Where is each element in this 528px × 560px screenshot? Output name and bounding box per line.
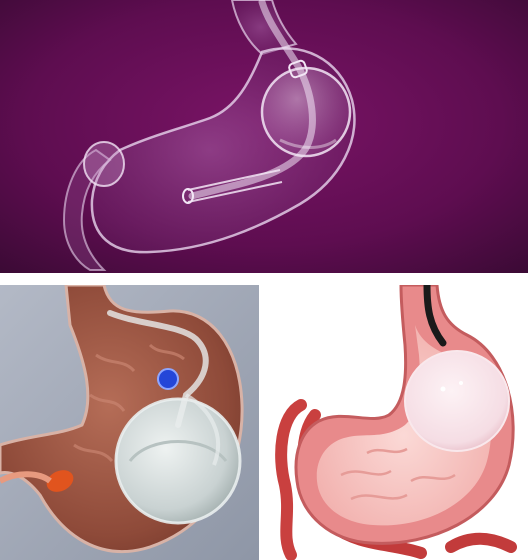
pylorus-bulb [84, 142, 124, 186]
bottom-right-illustration-panel [271, 285, 528, 560]
top-illustration-panel [0, 0, 528, 273]
purple-stomach-illustration [0, 0, 528, 273]
inflated-balloon [405, 351, 509, 451]
bottom-left-illustration-panel [0, 285, 259, 560]
balloon-glint [441, 387, 446, 392]
balloon-glint-2 [459, 381, 463, 385]
stomach-cutaway-illustration [0, 285, 259, 560]
blue-valve [158, 369, 178, 389]
pink-stomach-illustration [271, 285, 528, 560]
